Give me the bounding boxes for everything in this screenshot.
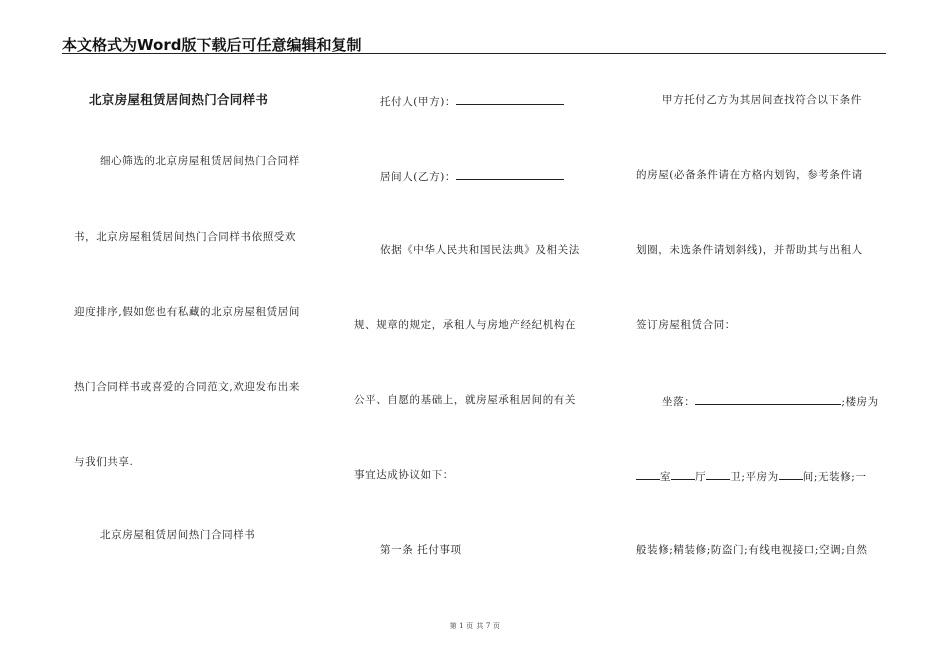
column-3 xyxy=(636,0,888,672)
rooms-shi: 室 xyxy=(660,471,672,483)
column-2 xyxy=(354,0,606,672)
column-1 xyxy=(74,0,326,672)
paragraph-line: 迎度排序,假如您也有私藏的北京房屋租赁居间 xyxy=(74,306,300,318)
paragraph-line: 依据《中华人民共和国民法典》及相关法 xyxy=(380,244,580,256)
party-a-row xyxy=(354,93,564,109)
footer-page: 1 xyxy=(459,622,465,630)
paragraph-line: 签订房屋租赁合同： xyxy=(636,319,736,331)
contract-name: 北京房屋租赁居间热门合同样书 xyxy=(100,529,256,541)
footer-di: 第 xyxy=(449,622,458,630)
document-title: 北京房屋租赁居间热门合同样书 xyxy=(89,92,269,107)
footer-ye: 页 xyxy=(492,622,501,630)
footer-total: 7 xyxy=(485,622,491,630)
party-b-label: 居间人(乙方)： xyxy=(380,171,456,183)
location-suffix: ;楼房为 xyxy=(841,396,879,408)
party-a-blank[interactable] xyxy=(456,93,564,105)
baths-blank[interactable] xyxy=(706,468,730,480)
download-banner: 本文格式为Word版下载后可任意编辑和复制 xyxy=(62,36,362,54)
party-b-blank[interactable] xyxy=(456,168,564,180)
page-number xyxy=(0,621,950,631)
paragraph-line: 书，北京房屋租赁居间热门合同样书依照受欢 xyxy=(74,231,296,243)
paragraph-line: 甲方托付乙方为其居间查找符合以下条件 xyxy=(662,94,862,106)
footer-ye-gong: 页 共 xyxy=(466,622,484,630)
paragraph-line: 与我们共享. xyxy=(74,456,134,468)
location-row xyxy=(636,393,879,409)
paragraph-line: 规、规章的规定，承租人与房地产经纪机构在 xyxy=(354,319,576,331)
paragraph-line: 热门合同样书或喜爱的合同范文,欢迎发布出来 xyxy=(74,381,300,393)
paragraph-line: 划圈，未选条件请划斜线)，并帮助其与出租人 xyxy=(636,244,863,256)
paragraph-line: 细心筛选的北京房屋租赁居间热门合同样 xyxy=(100,155,300,167)
rooms-wei: 卫;平房为 xyxy=(730,471,779,483)
rooms-jian: 间;无装修;一 xyxy=(802,471,867,483)
paragraph-line: 事宜达成协议如下： xyxy=(354,469,454,481)
article-heading: 第一条 托付事项 xyxy=(380,544,462,556)
paragraph-line: 般装修;精装修;防盗门;有线电视接口;空调;自然 xyxy=(636,544,868,556)
halls-blank[interactable] xyxy=(671,468,695,480)
paragraph-line: 的房屋(必备条件请在方格内划钩，参考条件请 xyxy=(636,169,863,181)
location-label: 坐落： xyxy=(662,396,696,408)
party-a-label: 托付人(甲方)： xyxy=(380,96,456,108)
rooms-blank[interactable] xyxy=(636,468,660,480)
bungalow-blank[interactable] xyxy=(779,468,803,480)
paragraph-line: 公平、自愿的基础上，就房屋承租居间的有关 xyxy=(354,394,576,406)
rooms-ting: 厅 xyxy=(695,471,707,483)
location-blank[interactable] xyxy=(695,393,841,405)
rooms-row xyxy=(636,468,867,484)
party-b-row xyxy=(354,168,564,184)
